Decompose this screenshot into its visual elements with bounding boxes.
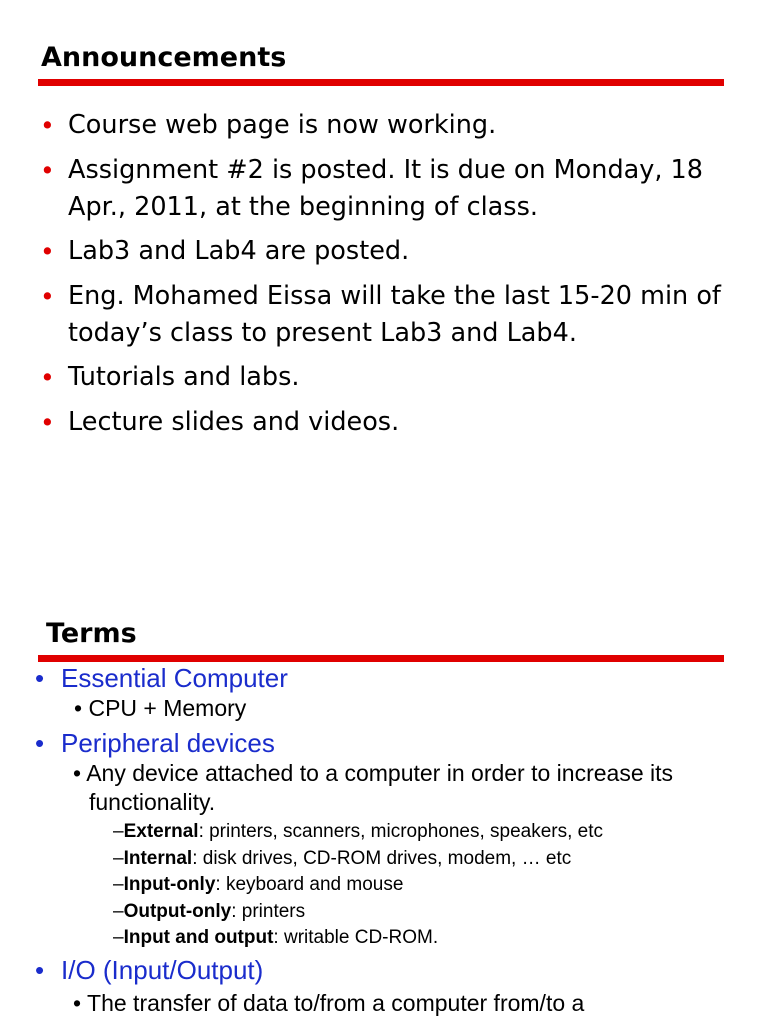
bullet-icon: •	[40, 111, 55, 140]
list-item: –Output-only: printers	[113, 900, 306, 922]
announcement-list	[40, 107, 755, 448]
list-item: –Input and output: writable CD-ROM.	[113, 927, 439, 948]
title-underline	[38, 79, 724, 86]
bullet-icon: •	[74, 695, 89, 721]
list-item: • Tutorials and labs.	[40, 359, 755, 396]
term-heading: • Peripheral devices	[35, 728, 275, 758]
bullet-icon: •	[73, 989, 88, 1016]
list-item: • Eng. Mohamed Eissa will take the last 15-20 min of today’s class to present Lab3 and Lab4.	[40, 278, 755, 352]
list-item: –External: printers, scanners, microphones, speakers, etc	[113, 821, 604, 842]
bullet-icon: •	[73, 760, 87, 786]
list-item: • Lab3 and Lab4 are posted.	[40, 233, 755, 270]
term-heading: • Essential Computer	[35, 663, 288, 693]
bullet-icon: •	[35, 663, 45, 693]
bullet-icon: •	[40, 281, 55, 311]
list-item: –Input-only: keyboard and mouse	[113, 874, 404, 895]
list-item: –Internal: disk drives, CD-ROM drives, modem, … etc	[113, 847, 572, 869]
slide-title-terms: Terms	[46, 618, 137, 649]
bullet-icon: •	[40, 363, 55, 392]
bullet-icon: •	[40, 407, 55, 437]
list-item: • Lecture slides and videos.	[40, 404, 755, 441]
list-item: • Course web page is now working.	[40, 107, 755, 144]
bullet-icon: •	[40, 237, 55, 266]
bullet-icon: •	[35, 728, 45, 758]
term-heading: • I/O (Input/Output)	[35, 954, 264, 985]
terms-content	[35, 660, 765, 1018]
peripheral-type-list	[35, 819, 765, 952]
term-detail: • Any device attached to a computer in order to increase its functionality.	[73, 760, 674, 815]
list-item: • Assignment #2 is posted. It is due on Monday, 18 Apr., 2011, at the beginning of class.	[40, 152, 755, 226]
bullet-icon: •	[35, 954, 45, 985]
bullet-icon: •	[40, 155, 55, 185]
term-detail: • The transfer of data to/from a computer from/to a	[73, 989, 585, 1016]
term-detail: • CPU + Memory	[74, 695, 247, 721]
slide-title-announcements: Announcements	[41, 42, 287, 73]
